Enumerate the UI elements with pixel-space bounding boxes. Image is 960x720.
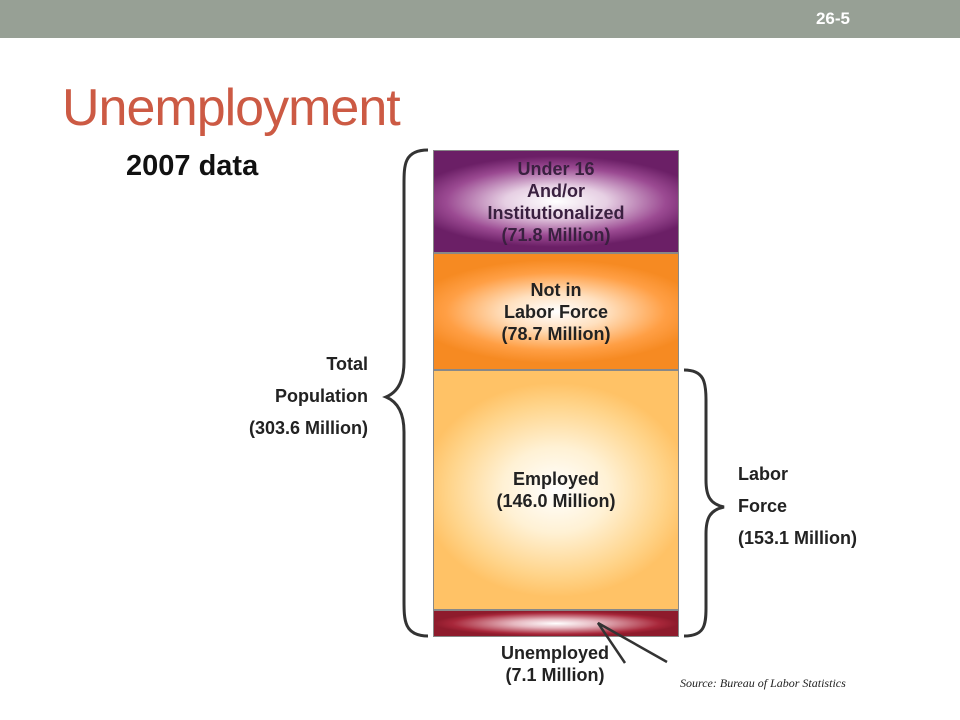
segment-label: Not in	[530, 279, 582, 300]
total-population-brace	[386, 150, 428, 636]
labor-force-label-line: Labor	[738, 464, 789, 484]
labor-force-brace	[684, 370, 724, 636]
total-label-value: (303.6 Million)	[248, 418, 368, 438]
segment-value: (71.8 Million)	[501, 224, 611, 245]
total-label-line: Population	[275, 386, 368, 406]
segment-label: Under 16	[517, 158, 595, 179]
slide-title: Unemployment	[62, 79, 400, 137]
labor-force-label-line: Force	[738, 496, 788, 516]
unemployed-label-line: Unemployed	[500, 643, 610, 663]
labor-force-label	[738, 458, 938, 554]
segment-value: (146.0 Million)	[496, 491, 616, 511]
total-population-label	[200, 348, 368, 444]
segment-value: (78.7 Million)	[501, 323, 611, 344]
unemployed-label-value: (7.1 Million)	[505, 665, 605, 685]
source-citation: Source: Bureau of Labor Statistics	[680, 676, 846, 690]
slide-subtitle: 2007 data	[126, 150, 259, 182]
segment-label: And/or	[527, 180, 585, 201]
segment-label: Labor Force	[503, 301, 609, 322]
segment-label: Employed	[512, 469, 600, 489]
unemployed-label	[470, 642, 640, 686]
slide-number: 26-5	[815, 9, 850, 28]
total-label-line: Total	[326, 354, 368, 374]
segment-label: Institutionalized	[487, 202, 625, 223]
labor-force-label-value: (153.1 Million)	[738, 528, 858, 548]
